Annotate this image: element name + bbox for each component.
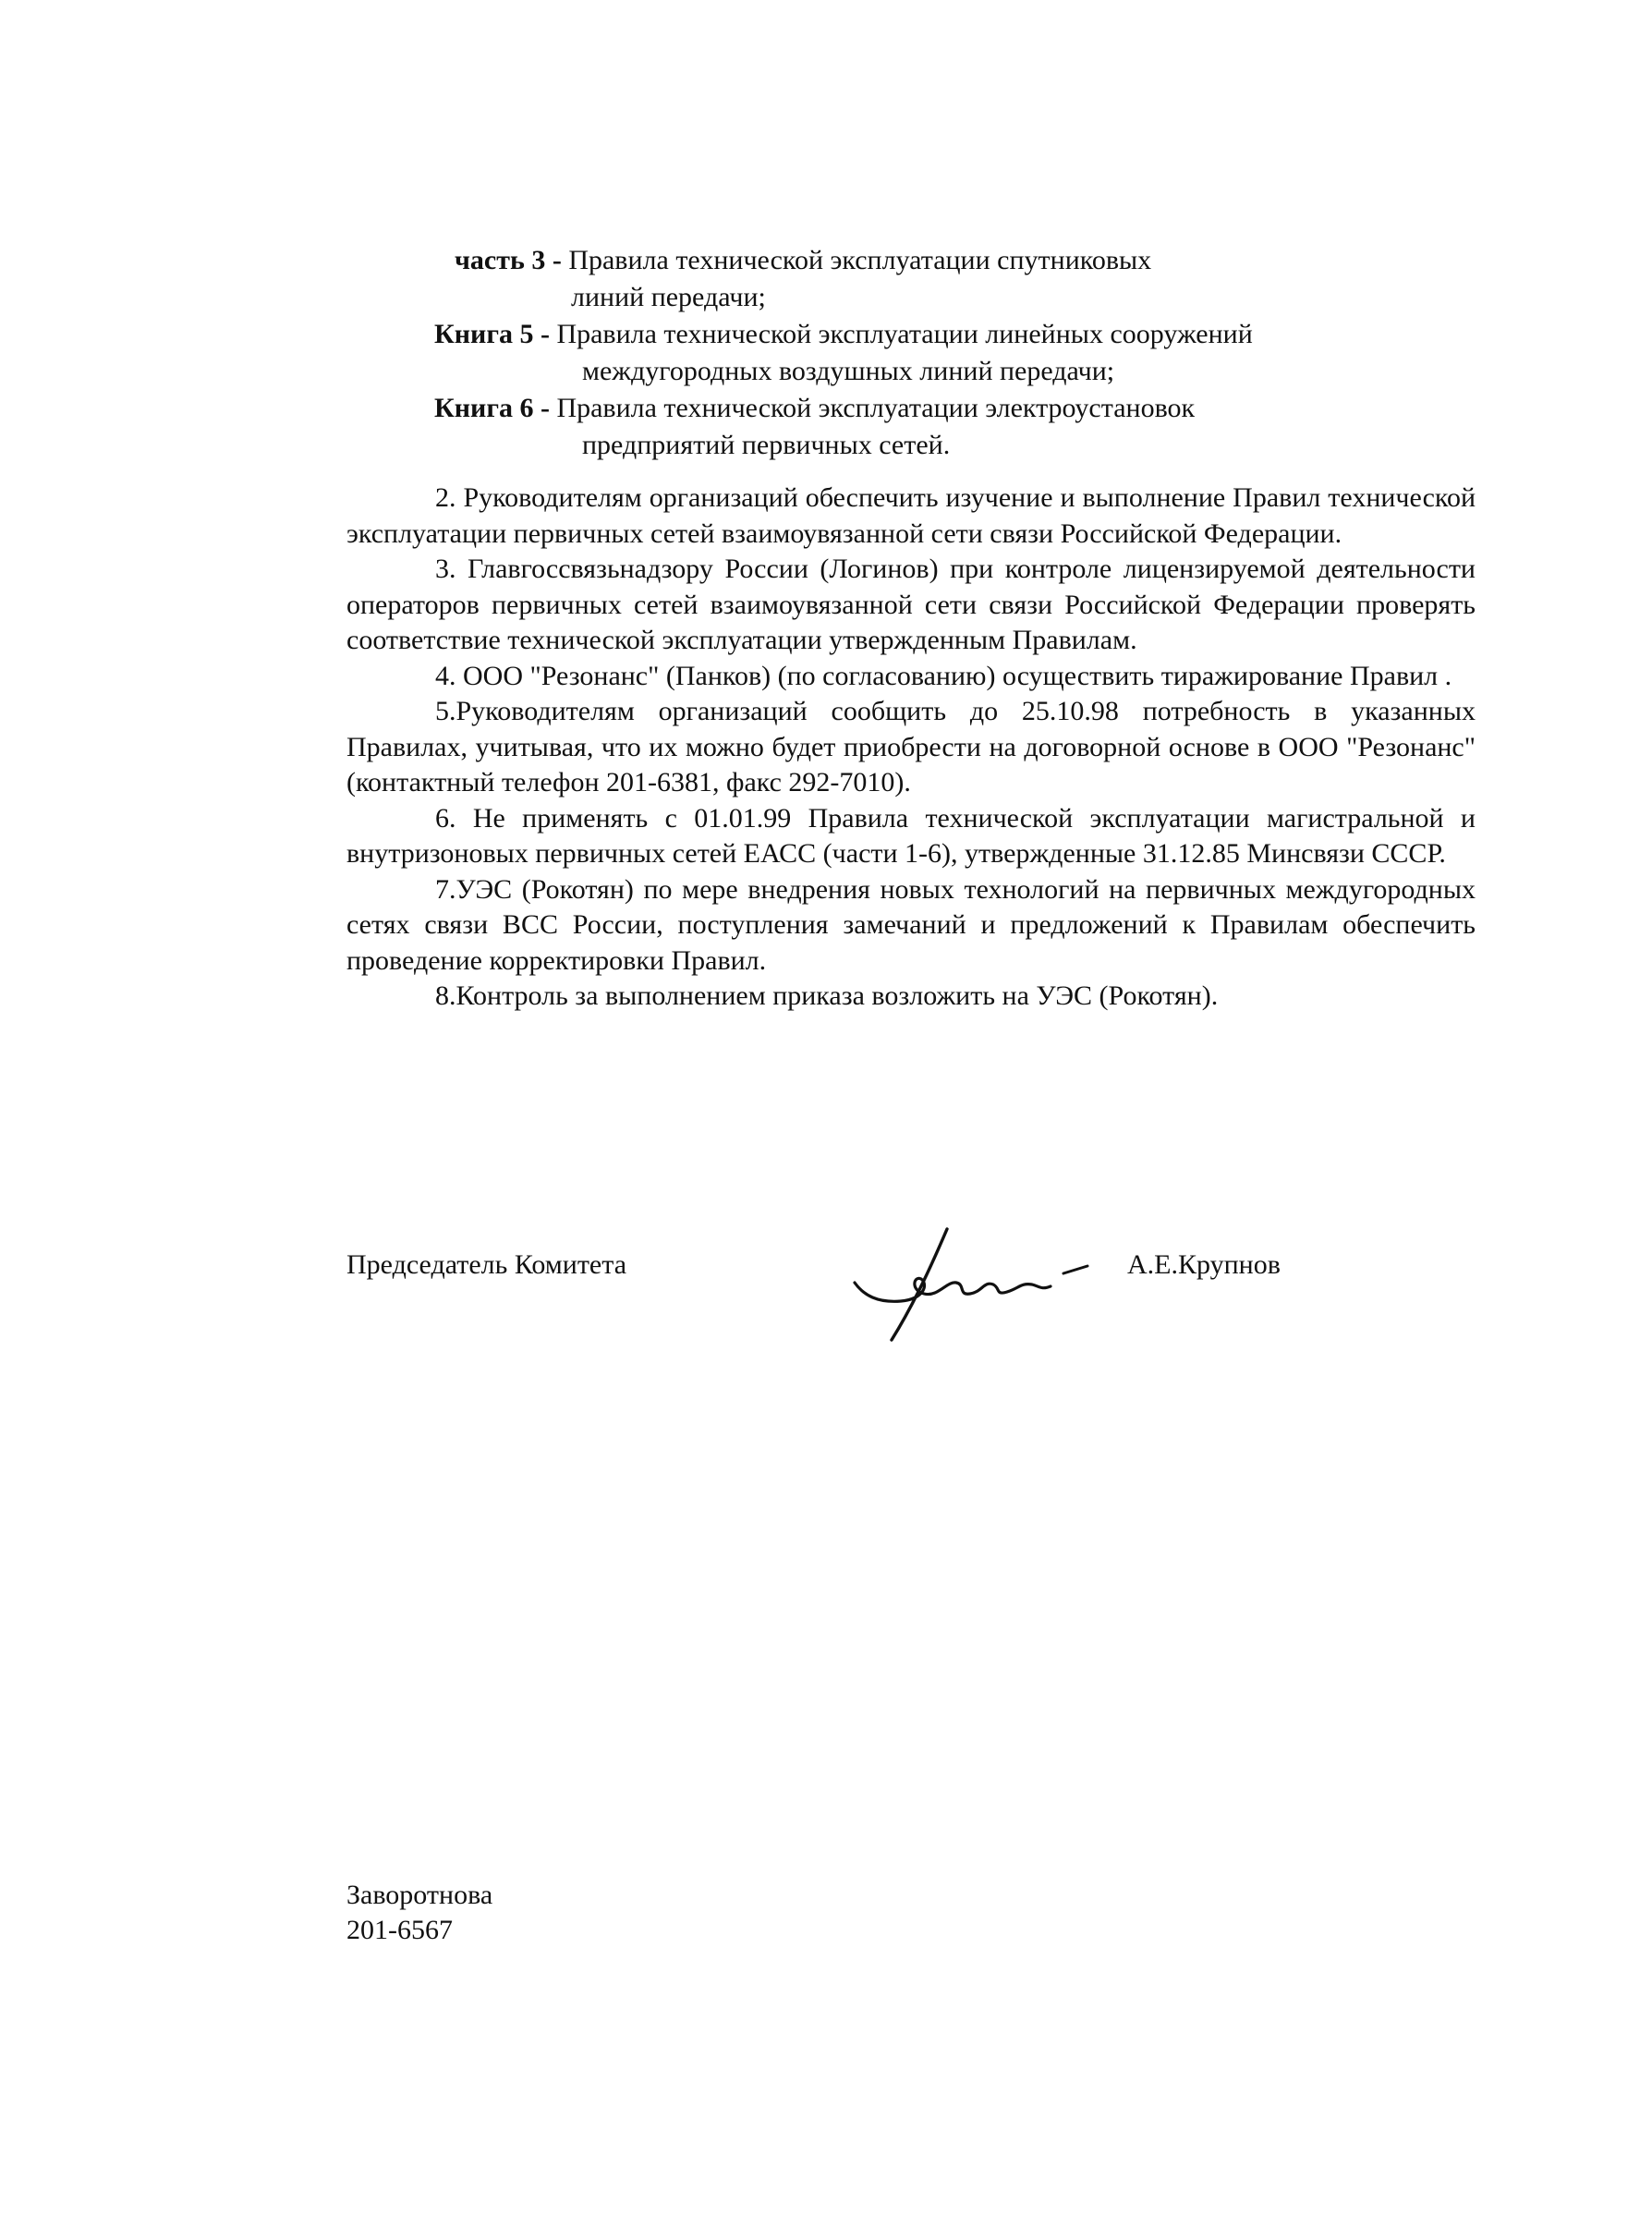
book-title-line2: линий передачи; [571, 282, 766, 312]
paragraph-8: 8.Контроль за выполнением приказа возложить на УЭС (Рокотян). [435, 980, 1219, 1011]
book-title-line1: Правила технической эксплуатации линейных сооружений [556, 319, 1253, 349]
handwritten-signature [836, 1211, 1113, 1349]
executor-phone: 201-6567 [346, 1915, 453, 1945]
paragraph-4: 4. ООО "Резонанс" (Панков) (по согласованию) осуществить тиражирование Правил . [435, 660, 1452, 691]
executor-name: Заворотнова [346, 1880, 493, 1910]
books-list [434, 242, 1543, 464]
book-title-line1: Правила технической эксплуатации электроустановок [556, 393, 1196, 423]
paragraph-7: 7.УЭС (Рокотян) по мере внедрения новых технологий на первичных междугородных сетях связи ВСС России, поступления замечаний и предложений к Правилам обеспечить проведение корректировки Правил. [346, 873, 1476, 976]
paragraph-5: 5.Руководителям организаций сообщить до 25.10.98 потребность в указанных Правилах, учитывая, что их можно будет приобрести на договорной основе в ООО "Резонанс" (контактный телефон 201-6381, факс 292-7010). [346, 696, 1476, 797]
order-paragraphs [346, 481, 1476, 1015]
book-item [434, 242, 1543, 316]
paragraph-2: 2. Руководителям организаций обеспечить изучение и выполнение Правил технической эксплуатации первичных сетей взаимоувязанной сети связи Российской Федерации. [346, 482, 1476, 549]
signer-name: А.Е.Крупнов [1127, 1249, 1281, 1280]
book-title-line1: Правила технической эксплуатации спутниковых [568, 245, 1152, 275]
paragraph-6: 6. Не применять с 01.01.99 Правила технической эксплуатации магистральной и внутризоновых первичных сетей ЕАСС (части 1-6), утвержденные 31.12.85 Минсвязи СССР. [346, 802, 1476, 869]
executor-block [346, 1878, 492, 1948]
paragraph-3: 3. Главгоссвязьнадзору России (Логинов) при контроле лицензируемой деятельности операторов первичных сетей взаимоувязанной сети связи Российской Федерации проверять соответствие технической эксплуатации утвержденным Правилам. [346, 554, 1476, 655]
signature-block [346, 1238, 1476, 1340]
book-label: часть 3 - [455, 245, 562, 275]
signer-position: Председатель Комитета [346, 1249, 627, 1280]
book-label: Книга 5 - [434, 319, 550, 349]
book-title-line2: междугородных воздушных линий передачи; [582, 356, 1115, 386]
book-title-line2: предприятий первичных сетей. [582, 430, 951, 460]
book-item [434, 390, 1543, 464]
book-item [434, 316, 1543, 390]
book-label: Книга 6 - [434, 393, 550, 423]
